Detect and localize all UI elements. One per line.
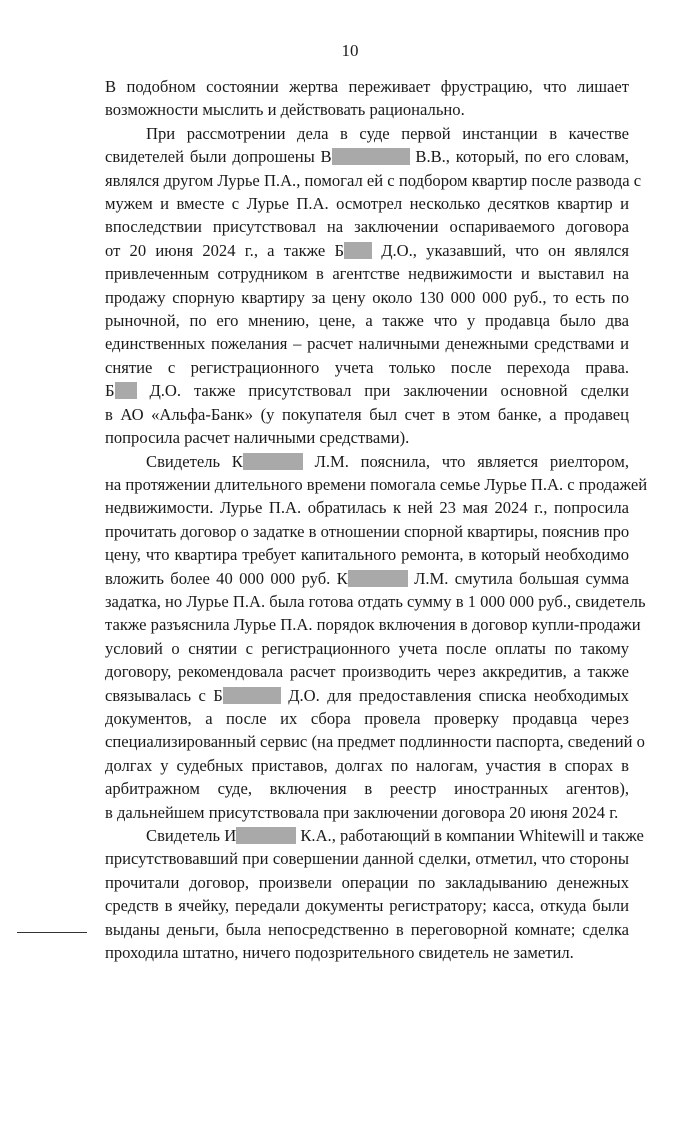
text-fragment: Л.М. пояснила, что является риелтором, bbox=[302, 451, 629, 471]
text-line: средств в ячейку, передали документы регистратору; касса, откуда были bbox=[105, 896, 629, 916]
paragraph bbox=[105, 824, 644, 964]
text-fragment: Свидетель И bbox=[146, 826, 237, 845]
text-line: в дальнейшем присутствовала при заключении договора 20 июня 2024 г. bbox=[105, 802, 619, 822]
text-line bbox=[105, 379, 629, 402]
redacted-name bbox=[348, 570, 408, 587]
text-line: задатка, но Лурье П.А. была готова отдать сумму в 1 000 000 руб., свидетель bbox=[105, 591, 646, 611]
text-fragment: К.А., работающий в компании Whitewill и также bbox=[296, 826, 644, 845]
text-line bbox=[105, 450, 629, 473]
text-line: специализированный сервис (на предмет подлинности паспорта, сведений о bbox=[105, 732, 645, 752]
redacted-name bbox=[236, 827, 296, 844]
paragraph bbox=[105, 450, 648, 825]
text-fragment: Д.О. также присутствовал при заключении основной сделки bbox=[136, 381, 629, 401]
text-line: прочитали договор, произвели операции по закладыванию денежных bbox=[105, 872, 629, 892]
text-fragment: Д.О., указавший, что он являлся bbox=[372, 240, 630, 260]
text-fragment: Л.М. смутила большая сумма bbox=[407, 568, 629, 588]
redacted-name bbox=[243, 453, 303, 470]
text-line: рыночной, по его мнению, цене, а также что у продавца было два bbox=[105, 311, 629, 331]
text-line: продажу спорную квартиру за цену около 130 000 000 руб., то есть по bbox=[105, 287, 629, 307]
text-line: являлся другом Лурье П.А., помогал ей с подбором квартир после развода с bbox=[105, 170, 642, 190]
paragraph bbox=[105, 75, 629, 122]
text-fragment: Свидетель К bbox=[146, 451, 243, 471]
text-fragment: связывалась с Б bbox=[105, 685, 223, 705]
text-fragment: Б bbox=[105, 381, 115, 401]
text-line: попросила расчет наличными средствами). bbox=[105, 428, 410, 448]
text-line: арбитражном суде, включения в реестр иностранных агентов), bbox=[105, 779, 629, 799]
redacted-name bbox=[223, 687, 281, 704]
text-line: привлеченным сотрудником в агентстве недвижимости и выставил на bbox=[105, 264, 629, 284]
paragraph bbox=[105, 122, 642, 450]
text-line: снятие с регистрационного учета только после перехода права. bbox=[105, 357, 629, 377]
text-line: договору, рекомендовала расчет производить через аккредитив, а также bbox=[105, 662, 629, 682]
text-fragment: вложить более 40 000 000 руб. К bbox=[105, 568, 348, 588]
text-fragment: свидетелей были допрошены В bbox=[105, 147, 332, 167]
text-line: условий о снятии с регистрационного учета после оплаты по такому bbox=[105, 638, 629, 658]
text-line: проходила штатно, ничего подозрительного свидетель не заметил. bbox=[105, 943, 574, 963]
text-line bbox=[105, 239, 629, 262]
text-fragment: от 20 июня 2024 г., а также Б bbox=[105, 240, 344, 260]
text-line: присутствовавший при совершении данной сделки, отметил, что стороны bbox=[105, 849, 629, 869]
text-line: В подобном состоянии жертва переживает фрустрацию, что лишает bbox=[105, 77, 629, 96]
text-line bbox=[105, 145, 629, 168]
text-line bbox=[105, 824, 644, 847]
text-fragment: В.В., который, по его словам, bbox=[409, 147, 629, 167]
text-line: долгах у судебных приставов, долгах по налогам, участия в спорах в bbox=[105, 755, 629, 775]
text-line: При рассмотрении дела в суде первой инстанции в качестве bbox=[146, 123, 629, 143]
text-line: недвижимости. Лурье П.А. обратилась к ней 23 мая 2024 г., попросила bbox=[105, 498, 629, 518]
text-line: впоследствии присутствовал на заключении оспариваемого договора bbox=[105, 217, 629, 237]
text-line bbox=[105, 684, 629, 707]
redacted-name bbox=[332, 148, 410, 165]
text-fragment: Д.О. для предоставления списка необходимых bbox=[280, 685, 629, 705]
document-body bbox=[105, 75, 648, 964]
text-line: также разъяснила Лурье П.А. порядок включения в договор купли-продажи bbox=[105, 615, 641, 635]
page-number: 10 bbox=[341, 41, 359, 60]
text-line: мужем и вместе с Лурье П.А. осмотрел несколько десятков квартир и bbox=[105, 194, 629, 214]
text-line: возможности мыслить и действовать рационально. bbox=[105, 100, 465, 120]
text-line: прочитать договор о задатке в отношении спорной квартиры, пояснив про bbox=[105, 521, 630, 541]
text-line: в АО «Альфа-Банк» (у покупателя был счет в этом банке, а продавец bbox=[105, 404, 629, 424]
text-line: на протяжении длительного времени помогала семье Лурье П.А. с продажей bbox=[105, 474, 648, 494]
redacted-name bbox=[344, 242, 372, 259]
footnote-separator bbox=[17, 932, 87, 933]
text-line: документов, а после их сбора провела проверку продавца через bbox=[105, 708, 629, 728]
redacted-name bbox=[115, 382, 137, 399]
text-line: единственных пожелания – расчет наличными денежными средствами и bbox=[105, 334, 629, 354]
text-line bbox=[105, 567, 629, 590]
text-line: цену, что квартира требует капитального ремонта, в который необходимо bbox=[105, 545, 629, 565]
text-line: выданы деньги, была непосредственно в переговорной комнате; сделка bbox=[105, 919, 629, 939]
